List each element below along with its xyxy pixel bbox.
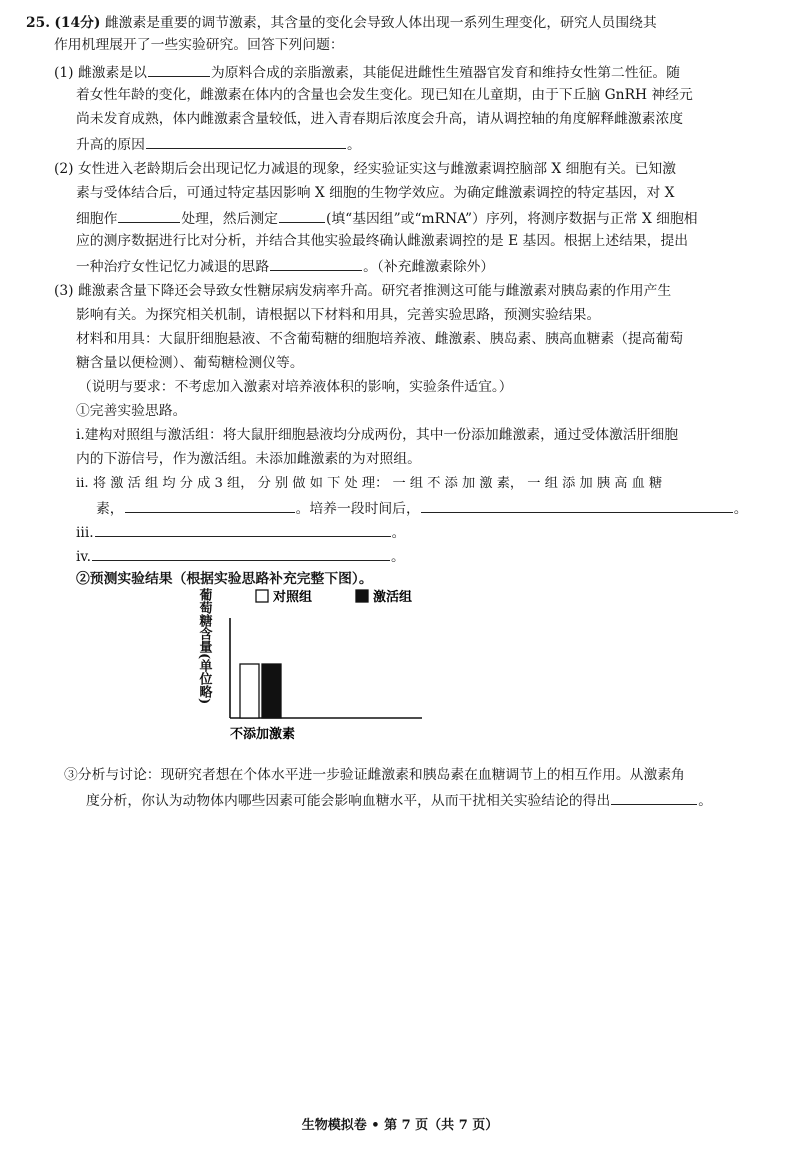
step1-ii-line2 [96,498,748,519]
answer-blank-3[interactable] [118,208,180,223]
step1-iii-end: 。 [391,525,406,541]
part3-text-1: 雌激素含量下降还会导致女性糖尿病发病率升高。研究者推测这可能与雌激素对胰岛素的作用产生 [77,283,672,299]
legend-label-1: 激活组 [373,590,413,605]
part3-line4: 糖含量以便检测）、葡萄糖检测仪等。 [76,355,304,371]
chart-bars [240,664,281,718]
part1-line2: 着女性年龄的变化，雌激素在体内的含量也会发生变化。现已知在儿童期，由于下丘脑 GnRH 神经元 [76,87,693,103]
part2-text-1: 女性进入老龄期后会出现记忆力减退的现象，经实验证实这与雌激素调控脑部 X 细胞有关。已知激 [77,161,676,177]
part1-line1 [54,62,680,83]
part2-line4: 应的测序数据进行比对分析，并结合其他实验最终确认雌激素调控的是 E 基因。根据上述结果，提出 [76,233,689,249]
step1-heading: ①完善实验思路。 [76,403,187,419]
part1-text-c: 升高的原因 [76,137,145,153]
part2-text-5a: 一种治疗女性记忆力减退的思路 [76,259,270,275]
step3-line1: ③分析与讨论：现研究者想在个体水平进一步验证雌激素和胰岛素在血糖调节上的相互作用。从激素角 [64,767,685,783]
step3-text-b: 度分析，你认为动物体内哪些因素可能会影响血糖水平，从而干扰相关实验结论的得出 [86,793,611,809]
part3-note: （说明与要求：不考虑加入激素对培养液体积的影响，实验条件适宜。） [78,379,513,395]
bar-0-1 [262,664,281,718]
part2-text-3a: 细胞作 [76,211,118,227]
answer-blank-7[interactable] [421,498,733,513]
part1-text-a: 雌激素是以 [77,65,147,81]
part3-line2: 影响有关。为探究相关机制，请根据以下材料和用具，完善实验思路，预测实验结果。 [76,307,601,323]
step1-ii-end: 。 [733,501,748,517]
answer-blank-10[interactable] [611,790,697,805]
part1-end: 。 [346,137,361,153]
step1-iv-label: iv. [76,549,91,565]
step1-i-line2: 内的下游信号，作为激活组。未添加雌激素的为对照组。 [76,451,421,467]
question-score: (14分) [54,15,101,31]
answer-blank-9[interactable] [92,546,390,561]
answer-blank-2[interactable] [146,134,346,149]
step1-ii-text-a: 素， [96,501,124,517]
part3-number: (3) [54,283,74,299]
part1-text-b: 为原料合成的亲脂激素，其能促进雌性生殖器官发育和维持女性第二性征。随 [210,65,681,81]
page-footer: 生物模拟卷 • 第 7 页（共 7 页） [301,1118,499,1133]
question-header [26,14,657,33]
step2-heading: ②预测实验结果（根据实验思路补充完整下图）。 [76,571,373,587]
question-intro: 雌激素是重要的调节激素，其含量的变化会导致人体出现一系列生理变化，研究人员围绕其 [104,15,657,31]
step3-end: 。 [698,793,713,809]
step1-iii-line [76,522,405,543]
step1-iv-end: 。 [390,549,405,565]
legend-swatch-1 [356,590,368,602]
part2-text-3b: 处理，然后测定 [181,211,278,227]
part2-text-3c: (填“基因组”或“mRNA”）序列，将测序数据与正常 X 细胞相 [325,211,698,227]
bar-0-0 [240,664,259,718]
result-chart-svg [190,578,450,748]
question-number: 25. [26,15,51,31]
y-axis-label: 葡萄糖含量(单位略) [196,588,212,705]
legend-swatch-0 [256,590,268,602]
legend-label-0: 对照组 [273,590,313,605]
part2-line2: 素与受体结合后，可通过特定基因影响 X 细胞的生物学效应。为确定雌激素调控的特定基因，对 X [76,185,675,201]
part1-number: (1) [54,65,74,81]
result-chart [190,578,450,748]
part1-line3: 尚未发育成熟，体内雌激素含量较低，进入青春期后浓度会升高，请从调控轴的角度解释雌激素浓度 [76,111,684,127]
answer-blank-6[interactable] [125,498,295,513]
answer-blank-4[interactable] [279,208,325,223]
part2-line5 [76,256,494,277]
step1-ii-line1: ii. 将 激 活 组 均 分 成 3 组， 分 别 做 如 下 处 理： 一 组 不 添 加 激 素， 一 组 添 加 胰 高 血 糖 [76,476,663,491]
chart-categories [230,726,295,742]
step1-iii-label: iii. [76,525,94,541]
answer-blank-1[interactable] [148,62,210,77]
answer-blank-5[interactable] [270,256,362,271]
step1-i-line1: i.建构对照组与激活组：将大鼠肝细胞悬液均分成两份，其中一份添加雌激素，通过受体激活肝细胞 [76,427,679,443]
part2-number: (2) [54,161,74,177]
step1-iv-line [76,546,405,567]
part3-line1 [54,282,671,301]
part3-line3: 材料和用具：大鼠肝细胞悬液、不含葡萄糖的细胞培养液、雌激素、胰岛素、胰高血糖素（提高葡萄 [76,331,684,347]
step3-line2 [86,790,712,811]
question-intro-line2: 作用机理展开了一些实验研究。回答下列问题： [54,37,344,53]
chart-legend [256,589,412,605]
answer-blank-8[interactable] [95,522,391,537]
part2-text-5b: 。（补充雌激素除外） [363,259,495,275]
part2-line1 [54,160,676,179]
category-label-0: 不添加激素 [230,727,296,742]
step1-ii-text-b: 。培养一段时间后， [295,501,420,517]
part1-line4 [76,134,361,155]
part2-line3 [76,208,698,229]
